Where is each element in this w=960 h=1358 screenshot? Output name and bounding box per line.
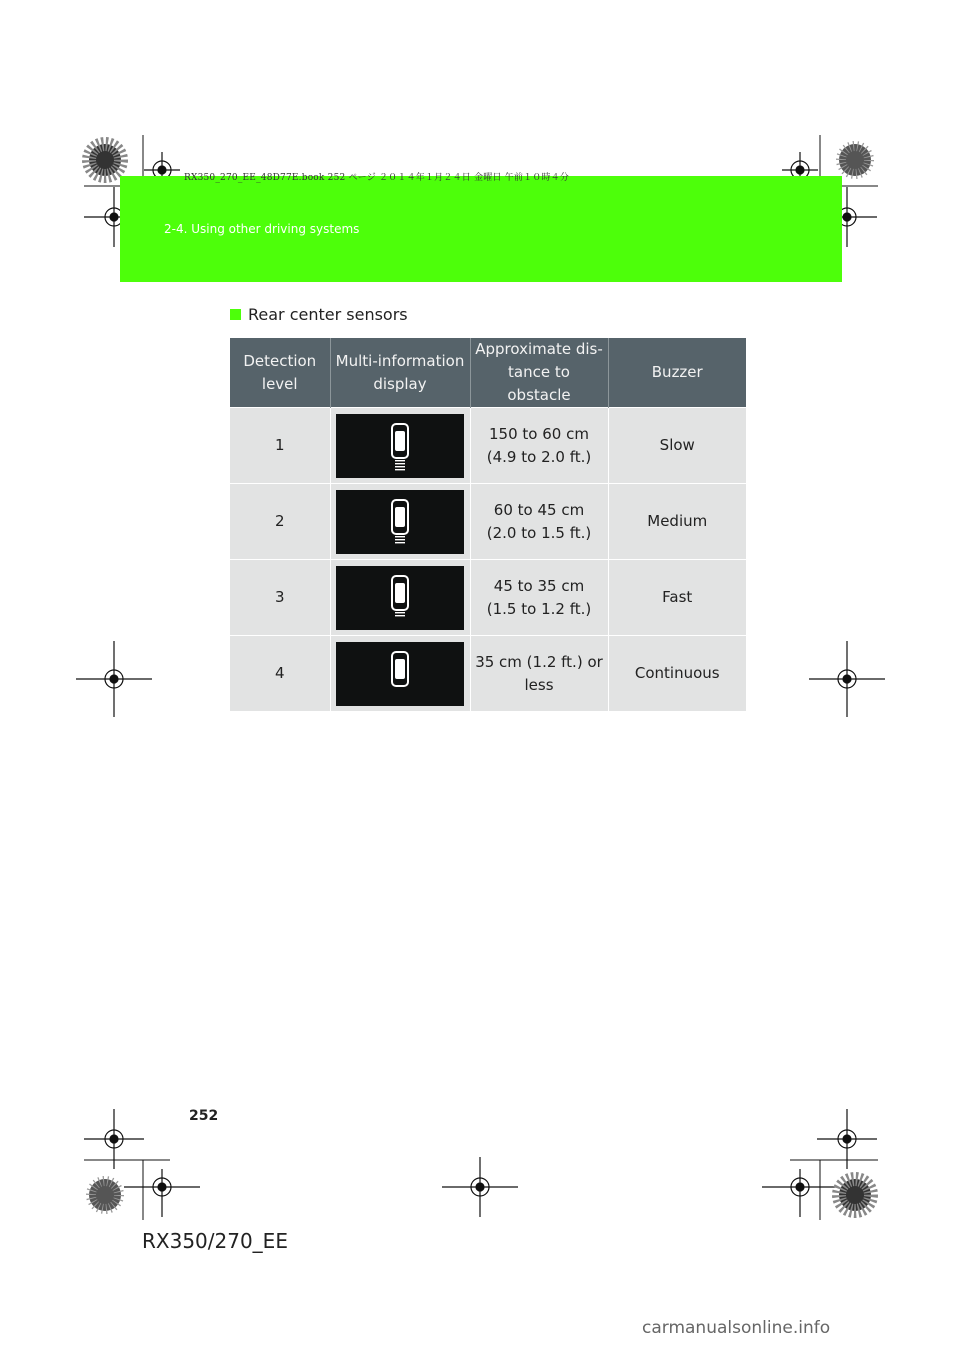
car-sensor-icon [336, 566, 464, 630]
display-cell [330, 636, 470, 712]
display-panel [336, 490, 464, 554]
table-row [230, 636, 746, 712]
car-sensor-icon [336, 414, 464, 478]
header-line: display [373, 374, 427, 393]
sensor-bar [395, 460, 405, 461]
table-row [230, 484, 746, 560]
subheading [230, 305, 408, 324]
sensor-bar [395, 463, 405, 464]
car-sensor-icon [336, 642, 464, 706]
display-cell [330, 560, 470, 636]
level-cell: 4 [230, 636, 330, 712]
level-cell: 3 [230, 560, 330, 636]
car-sensor-icon [336, 490, 464, 554]
file-info-line: RX350_270_EE_48D77E.book 252 ページ ２０１４年１月２４日 金曜日 午前１０時４分 [184, 173, 570, 183]
sensor-bar [395, 542, 405, 543]
table-header-row [230, 338, 746, 408]
buzzer-cell: Slow [608, 408, 746, 484]
model-code: RX350/270_EE [142, 1229, 288, 1253]
sensor-bar [395, 536, 405, 537]
header-line: level [261, 374, 298, 393]
distance-line: 35 cm (1.2 ft.) or [475, 652, 603, 671]
header-line: tance to obstacle [507, 363, 571, 404]
car-cabin [395, 659, 405, 679]
buzzer-cell: Fast [608, 560, 746, 636]
distance-line: 45 to 35 cm [493, 576, 585, 595]
level-cell: 2 [230, 484, 330, 560]
header-display [330, 338, 470, 408]
level-cell: 1 [230, 408, 330, 484]
buzzer-cell: Continuous [608, 636, 746, 712]
distance-cell [470, 560, 608, 636]
sensor-bar [395, 539, 405, 540]
header-buzzer: Buzzer [608, 338, 746, 408]
display-panel [336, 642, 464, 706]
distance-line: 150 to 60 cm [489, 424, 589, 443]
display-cell [330, 484, 470, 560]
subheading-text: Rear center sensors [248, 305, 408, 324]
header-line: Approximate dis- [475, 340, 603, 358]
table-row [230, 560, 746, 636]
display-cell [330, 408, 470, 484]
section-title: 2-4. Using other driving systems [164, 222, 360, 236]
car-cabin [395, 431, 405, 451]
distance-line: (1.5 to 1.2 ft.) [486, 599, 592, 618]
buzzer-cell: Medium [608, 484, 746, 560]
sensor-bar [395, 615, 405, 616]
distance-cell [470, 636, 608, 712]
distance-line: less [524, 675, 554, 694]
header-distance [470, 338, 608, 408]
sensor-bar [395, 612, 405, 613]
display-panel [336, 566, 464, 630]
car-cabin [395, 507, 405, 527]
distance-line: (2.0 to 1.5 ft.) [486, 523, 592, 542]
square-bullet-icon [230, 309, 241, 320]
watermark: carmanualsonline.info [642, 1318, 831, 1338]
sensor-bar [395, 466, 405, 467]
distance-cell [470, 408, 608, 484]
header-line: Multi-information [335, 351, 465, 370]
display-panel [336, 414, 464, 478]
sensor-bar [395, 469, 405, 470]
sensor-table [230, 338, 746, 711]
distance-line: 60 to 45 cm [493, 500, 585, 519]
distance-line: (4.9 to 2.0 ft.) [486, 447, 592, 466]
car-cabin [395, 583, 405, 603]
page-number: 252 [189, 1108, 219, 1124]
header-line: Detection [243, 351, 317, 370]
table-row [230, 408, 746, 484]
header-detection-level [230, 338, 330, 408]
distance-cell [470, 484, 608, 560]
